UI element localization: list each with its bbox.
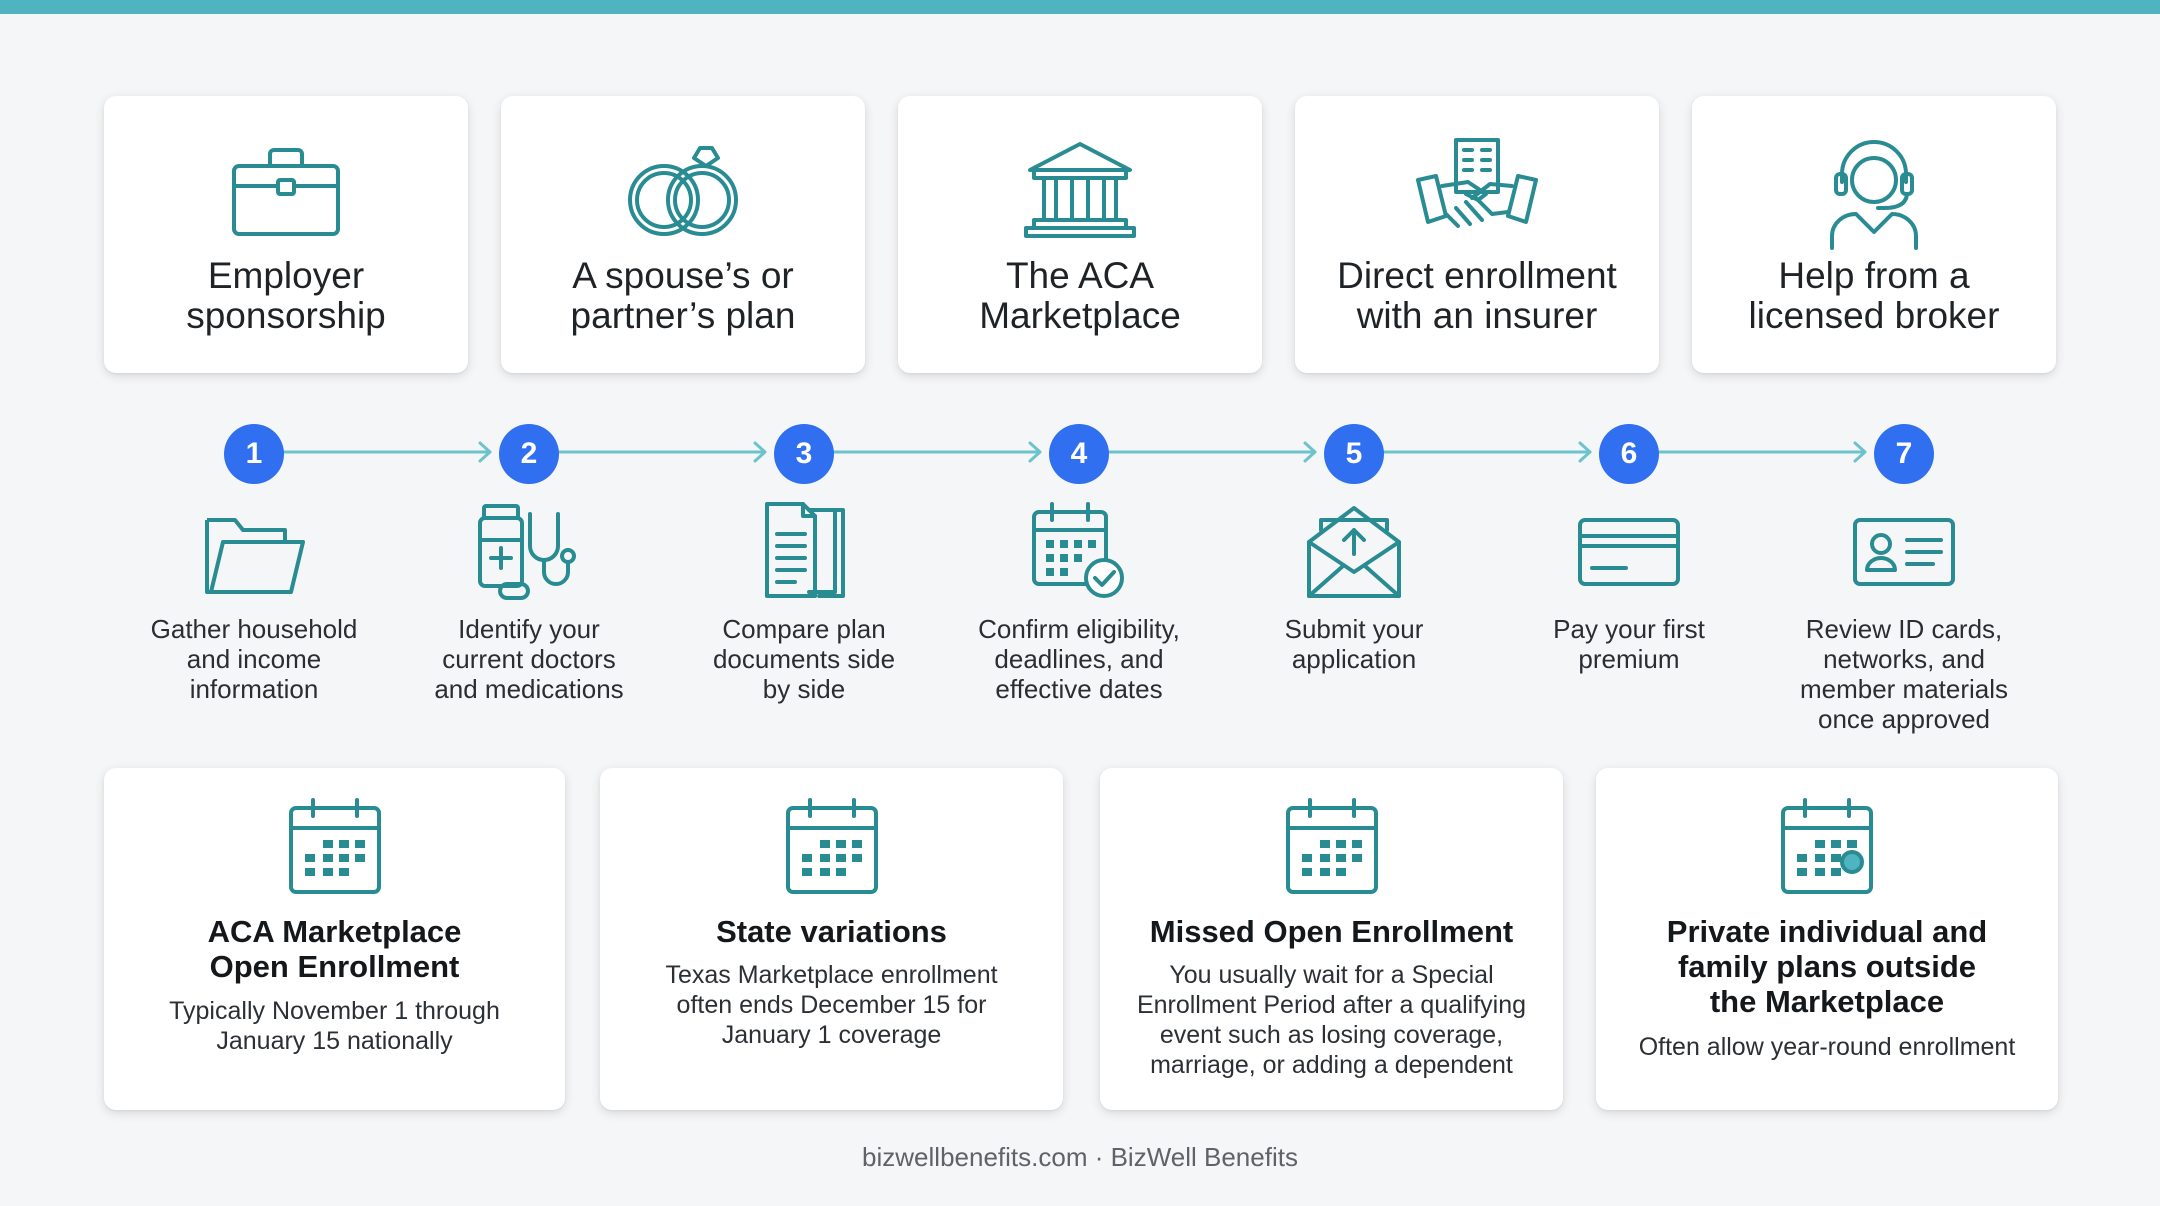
government-building-icon	[898, 136, 1262, 244]
medicine-stethoscope-icon	[474, 500, 584, 604]
documents-icon	[749, 500, 859, 604]
credit-card-icon	[1574, 500, 1684, 604]
footer-credit: bizwellbenefits.com · BizWell Benefits	[862, 1142, 1298, 1172]
handshake-icon	[1295, 136, 1659, 244]
step-text-7: Review ID cards, networks, and member materials once approved	[1799, 614, 2009, 734]
step-number-7: 7	[1874, 424, 1934, 484]
rings-icon	[501, 136, 865, 244]
card-licensed-broker	[1692, 96, 2056, 373]
step-text-4: Confirm eligibility, deadlines, and effective dates	[978, 614, 1180, 704]
calendar-check-icon	[1024, 500, 1134, 604]
card-description: Texas Marketplace enrollment often ends December 15 for January 1 coverage	[665, 961, 998, 1049]
card-label: Employer sponsorship	[186, 255, 386, 336]
calendar-icon	[104, 796, 565, 896]
card-description: Often allow year-round enrollment	[1638, 1033, 2016, 1061]
calendar-icon	[600, 796, 1063, 896]
card-title: State variations	[716, 914, 947, 949]
card-title: Missed Open Enrollment	[1149, 914, 1514, 949]
card-employer-sponsorship	[104, 96, 468, 373]
step-number-4: 4	[1049, 424, 1109, 484]
card-title: ACA Marketplace Open Enrollment	[207, 914, 462, 984]
card-label: Help from a licensed broker	[1748, 255, 2000, 336]
card-spouse-plan	[501, 96, 865, 373]
folder-icon	[199, 500, 309, 604]
step-number-6: 6	[1599, 424, 1659, 484]
card-title: Private individual and family plans outside the Marketplace	[1666, 914, 1988, 1019]
step-text-5: Submit your application	[1284, 614, 1424, 674]
calendar-dot-icon	[1596, 796, 2058, 896]
step-number-1: 1	[224, 424, 284, 484]
step-number-2: 2	[499, 424, 559, 484]
step-text-1: Gather household and income information	[150, 614, 358, 704]
headset-agent-icon	[1692, 136, 2056, 244]
card-label: A spouse’s or partner’s plan	[570, 255, 796, 336]
envelope-upload-icon	[1299, 500, 1409, 604]
id-card-icon	[1849, 500, 1959, 604]
card-missed-open-enrollment	[1100, 768, 1563, 1110]
step-text-6: Pay your first premium	[1553, 614, 1705, 674]
briefcase-icon	[104, 136, 468, 244]
calendar-icon	[1100, 796, 1563, 896]
card-state-variations	[600, 768, 1063, 1110]
card-direct-enrollment	[1295, 96, 1659, 373]
card-aca-marketplace	[898, 96, 1262, 373]
card-description: You usually wait for a Special Enrollment Period after a qualifying event such as losing coverage, marriage, or adding a dependent	[1136, 961, 1527, 1079]
step-number-5: 5	[1324, 424, 1384, 484]
card-label: The ACA Marketplace	[979, 255, 1181, 336]
card-label: Direct enrollment with an insurer	[1337, 255, 1617, 336]
card-aca-open-enrollment	[104, 768, 565, 1110]
card-private-plans	[1596, 768, 2058, 1110]
step-number-3: 3	[774, 424, 834, 484]
step-text-2: Identify your current doctors and medications	[434, 614, 624, 704]
step-text-3: Compare plan documents side by side	[712, 614, 896, 704]
top-accent-bar	[0, 0, 2160, 14]
card-description: Typically November 1 through January 15 nationally	[169, 997, 500, 1055]
